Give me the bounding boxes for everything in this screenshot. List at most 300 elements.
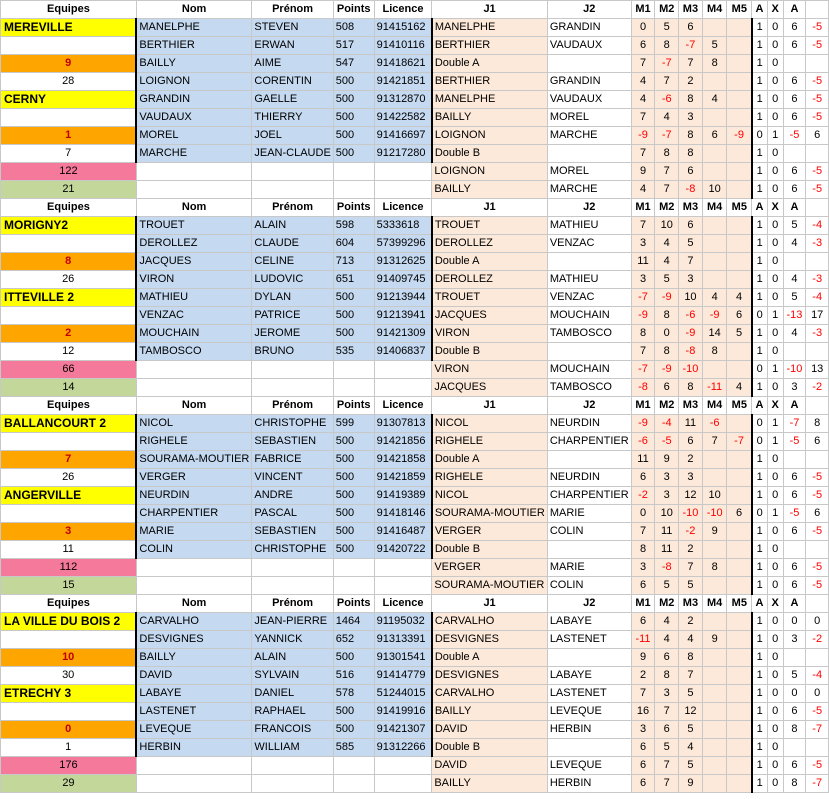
player-prenom[interactable]: SEBASTIEN: [252, 523, 333, 541]
match-x2[interactable]: [806, 451, 829, 469]
match-m3[interactable]: -6: [679, 307, 703, 325]
match-m1[interactable]: -7: [631, 289, 655, 307]
player-prenom[interactable]: FABRICE: [252, 451, 333, 469]
empty-cell[interactable]: [252, 361, 333, 379]
match-a1[interactable]: 1: [752, 181, 768, 199]
match-m1[interactable]: 4: [631, 73, 655, 91]
match-j2[interactable]: [547, 739, 631, 757]
player-points[interactable]: 1464: [333, 613, 374, 631]
match-a2[interactable]: [783, 145, 806, 163]
match-j1[interactable]: DESVIGNES: [432, 631, 548, 649]
match-m4[interactable]: 10: [702, 487, 727, 505]
match-j2[interactable]: MOREL: [547, 163, 631, 181]
match-m1[interactable]: 6: [631, 577, 655, 595]
match-j2[interactable]: TAMBOSCO: [547, 325, 631, 343]
match-m1[interactable]: 6: [631, 37, 655, 55]
match-x2[interactable]: -5: [806, 703, 829, 721]
match-x[interactable]: 1: [767, 127, 783, 145]
player-nom[interactable]: LABAYE: [136, 685, 252, 703]
match-m3[interactable]: 11: [679, 415, 703, 433]
player-points[interactable]: 500: [333, 541, 374, 559]
match-m4[interactable]: [702, 109, 727, 127]
player-nom[interactable]: BERTHIER: [136, 37, 252, 55]
player-nom[interactable]: MATHIEU: [136, 289, 252, 307]
match-j2[interactable]: MARCHE: [547, 181, 631, 199]
player-prenom[interactable]: BRUNO: [252, 343, 333, 361]
player-prenom[interactable]: YANNICK: [252, 631, 333, 649]
match-x[interactable]: 0: [767, 667, 783, 685]
team-away-name[interactable]: ANGERVILLE: [1, 487, 137, 505]
match-a2[interactable]: 6: [783, 523, 806, 541]
match-a2[interactable]: 3: [783, 379, 806, 397]
match-x2[interactable]: -3: [806, 235, 829, 253]
team-away-count[interactable]: 12: [1, 343, 137, 361]
match-m2[interactable]: -9: [655, 361, 679, 379]
player-nom[interactable]: CARVALHO: [136, 613, 252, 631]
match-x[interactable]: 1: [767, 505, 783, 523]
match-m1[interactable]: 7: [631, 523, 655, 541]
match-x[interactable]: 0: [767, 271, 783, 289]
empty-cell[interactable]: [374, 775, 432, 793]
match-m4[interactable]: [702, 757, 727, 775]
match-m2[interactable]: 7: [655, 163, 679, 181]
match-x2[interactable]: [806, 541, 829, 559]
match-j2[interactable]: HERBIN: [547, 775, 631, 793]
player-licence[interactable]: 91410116: [374, 37, 432, 55]
player-points[interactable]: 500: [333, 325, 374, 343]
match-a2[interactable]: [783, 55, 806, 73]
match-j1[interactable]: JACQUES: [432, 379, 548, 397]
player-prenom[interactable]: PASCAL: [252, 505, 333, 523]
player-nom[interactable]: MARCHE: [136, 145, 252, 163]
match-j2[interactable]: [547, 649, 631, 667]
match-j1[interactable]: LOIGNON: [432, 127, 548, 145]
match-a2[interactable]: 0: [783, 613, 806, 631]
match-x2[interactable]: -5: [806, 487, 829, 505]
match-a1[interactable]: 1: [752, 703, 768, 721]
match-j2[interactable]: CHARPENTIER: [547, 487, 631, 505]
match-m3[interactable]: 8: [679, 649, 703, 667]
team-home-name[interactable]: MEREVILLE: [1, 19, 137, 37]
player-prenom[interactable]: CHRISTOPHE: [252, 541, 333, 559]
empty-cell[interactable]: [252, 181, 333, 199]
empty-cell[interactable]: [1, 703, 137, 721]
player-points[interactable]: 713: [333, 253, 374, 271]
match-j2[interactable]: LASTENET: [547, 631, 631, 649]
player-licence[interactable]: 5333618: [374, 217, 432, 235]
match-m1[interactable]: -9: [631, 415, 655, 433]
player-points[interactable]: 500: [333, 487, 374, 505]
match-x[interactable]: 0: [767, 757, 783, 775]
match-j2[interactable]: MOREL: [547, 109, 631, 127]
match-m5[interactable]: [727, 487, 752, 505]
player-points[interactable]: 578: [333, 685, 374, 703]
match-m2[interactable]: -7: [655, 127, 679, 145]
player-nom[interactable]: LEVEQUE: [136, 721, 252, 739]
match-x2[interactable]: -5: [806, 73, 829, 91]
match-j2[interactable]: COLIN: [547, 523, 631, 541]
match-m1[interactable]: 7: [631, 685, 655, 703]
player-nom[interactable]: BAILLY: [136, 649, 252, 667]
player-licence[interactable]: 91312870: [374, 91, 432, 109]
match-j1[interactable]: BAILLY: [432, 109, 548, 127]
match-x2[interactable]: -5: [806, 523, 829, 541]
match-m5[interactable]: [727, 775, 752, 793]
match-m2[interactable]: 7: [655, 73, 679, 91]
match-x[interactable]: 0: [767, 163, 783, 181]
match-j1[interactable]: DEROLLEZ: [432, 271, 548, 289]
match-j1[interactable]: NICOL: [432, 415, 548, 433]
total-green[interactable]: 29: [1, 775, 137, 793]
player-points[interactable]: 547: [333, 55, 374, 73]
match-x2[interactable]: -5: [806, 757, 829, 775]
match-j1[interactable]: VERGER: [432, 523, 548, 541]
match-m5[interactable]: [727, 253, 752, 271]
match-m4[interactable]: [702, 145, 727, 163]
match-m2[interactable]: 8: [655, 667, 679, 685]
match-m5[interactable]: [727, 217, 752, 235]
player-prenom[interactable]: ALAIN: [252, 217, 333, 235]
match-j1[interactable]: VIRON: [432, 361, 548, 379]
match-x[interactable]: 0: [767, 181, 783, 199]
player-nom[interactable]: COLIN: [136, 541, 252, 559]
match-j1[interactable]: DEROLLEZ: [432, 235, 548, 253]
match-a1[interactable]: 1: [752, 37, 768, 55]
match-a2[interactable]: 8: [783, 721, 806, 739]
match-m5[interactable]: [727, 271, 752, 289]
match-x[interactable]: 0: [767, 469, 783, 487]
player-licence[interactable]: 91415162: [374, 19, 432, 37]
match-m4[interactable]: [702, 739, 727, 757]
team-away-score[interactable]: 1: [1, 127, 137, 145]
team-away-name[interactable]: ITTEVILLE 2: [1, 289, 137, 307]
match-m1[interactable]: 7: [631, 343, 655, 361]
match-x2[interactable]: 8: [806, 415, 829, 433]
empty-cell[interactable]: [374, 361, 432, 379]
match-j2[interactable]: [547, 55, 631, 73]
player-prenom[interactable]: ANDRE: [252, 487, 333, 505]
match-j1[interactable]: Double A: [432, 649, 548, 667]
match-j1[interactable]: Double B: [432, 145, 548, 163]
match-a2[interactable]: 6: [783, 757, 806, 775]
match-x2[interactable]: 0: [806, 685, 829, 703]
match-j2[interactable]: HERBIN: [547, 721, 631, 739]
player-points[interactable]: 599: [333, 415, 374, 433]
match-a2[interactable]: 6: [783, 577, 806, 595]
player-prenom[interactable]: WILLIAM: [252, 739, 333, 757]
empty-cell[interactable]: [374, 379, 432, 397]
match-a2[interactable]: 4: [783, 271, 806, 289]
match-j1[interactable]: DAVID: [432, 757, 548, 775]
match-m3[interactable]: 5: [679, 685, 703, 703]
match-x[interactable]: 0: [767, 109, 783, 127]
player-points[interactable]: 604: [333, 235, 374, 253]
player-licence[interactable]: 91421307: [374, 721, 432, 739]
empty-cell[interactable]: [136, 379, 252, 397]
player-prenom[interactable]: CORENTIN: [252, 73, 333, 91]
match-j1[interactable]: TROUET: [432, 217, 548, 235]
player-licence[interactable]: 51244015: [374, 685, 432, 703]
match-m4[interactable]: [702, 469, 727, 487]
match-j2[interactable]: VENZAC: [547, 289, 631, 307]
match-x[interactable]: 0: [767, 37, 783, 55]
match-m2[interactable]: 8: [655, 37, 679, 55]
empty-cell[interactable]: [136, 577, 252, 595]
match-j1[interactable]: BERTHIER: [432, 37, 548, 55]
total-pink[interactable]: 66: [1, 361, 137, 379]
match-j2[interactable]: VENZAC: [547, 235, 631, 253]
match-j2[interactable]: [547, 343, 631, 361]
player-nom[interactable]: NEURDIN: [136, 487, 252, 505]
match-a2[interactable]: [783, 343, 806, 361]
match-m3[interactable]: 4: [679, 631, 703, 649]
match-m3[interactable]: 6: [679, 217, 703, 235]
player-points[interactable]: 508: [333, 19, 374, 37]
player-prenom[interactable]: JEAN-CLAUDE: [252, 145, 333, 163]
match-m4[interactable]: [702, 577, 727, 595]
match-m5[interactable]: [727, 181, 752, 199]
match-m1[interactable]: 6: [631, 469, 655, 487]
player-prenom[interactable]: JEROME: [252, 325, 333, 343]
player-prenom[interactable]: ERWAN: [252, 37, 333, 55]
player-nom[interactable]: HERBIN: [136, 739, 252, 757]
match-m2[interactable]: 7: [655, 775, 679, 793]
match-m2[interactable]: 8: [655, 343, 679, 361]
match-m4[interactable]: 4: [702, 91, 727, 109]
match-m4[interactable]: [702, 685, 727, 703]
player-licence[interactable]: 91312266: [374, 739, 432, 757]
match-x[interactable]: 0: [767, 145, 783, 163]
match-m5[interactable]: [727, 163, 752, 181]
match-j1[interactable]: LOIGNON: [432, 163, 548, 181]
match-m5[interactable]: [727, 55, 752, 73]
team-away-name[interactable]: CERNY: [1, 91, 137, 109]
match-x2[interactable]: -5: [806, 19, 829, 37]
match-x[interactable]: 0: [767, 325, 783, 343]
player-prenom[interactable]: JEAN-PIERRE: [252, 613, 333, 631]
player-nom[interactable]: VAUDAUX: [136, 109, 252, 127]
match-j2[interactable]: GRANDIN: [547, 19, 631, 37]
match-x[interactable]: 0: [767, 613, 783, 631]
player-points[interactable]: 517: [333, 37, 374, 55]
match-x2[interactable]: [806, 253, 829, 271]
match-m3[interactable]: 9: [679, 775, 703, 793]
match-m4[interactable]: 6: [702, 127, 727, 145]
match-m2[interactable]: 4: [655, 631, 679, 649]
match-a1[interactable]: 1: [752, 541, 768, 559]
match-m1[interactable]: 2: [631, 667, 655, 685]
match-j2[interactable]: LABAYE: [547, 613, 631, 631]
match-x2[interactable]: 6: [806, 505, 829, 523]
player-nom[interactable]: GRANDIN: [136, 91, 252, 109]
match-a2[interactable]: 6: [783, 703, 806, 721]
team-away-count[interactable]: 1: [1, 739, 137, 757]
match-m5[interactable]: [727, 73, 752, 91]
match-x[interactable]: 0: [767, 739, 783, 757]
match-m4[interactable]: [702, 271, 727, 289]
player-licence[interactable]: 91213944: [374, 289, 432, 307]
match-x[interactable]: 0: [767, 217, 783, 235]
match-a2[interactable]: 3: [783, 631, 806, 649]
match-a2[interactable]: 5: [783, 289, 806, 307]
team-home-count[interactable]: 26: [1, 271, 137, 289]
team-away-name[interactable]: ETRECHY 3: [1, 685, 137, 703]
match-a1[interactable]: 1: [752, 757, 768, 775]
match-m4[interactable]: 8: [702, 55, 727, 73]
match-m1[interactable]: 3: [631, 721, 655, 739]
match-m5[interactable]: [727, 109, 752, 127]
player-nom[interactable]: DESVIGNES: [136, 631, 252, 649]
match-j1[interactable]: TROUET: [432, 289, 548, 307]
match-a1[interactable]: 1: [752, 451, 768, 469]
match-a1[interactable]: 0: [752, 361, 768, 379]
player-licence[interactable]: 91418621: [374, 55, 432, 73]
player-licence[interactable]: 91213941: [374, 307, 432, 325]
match-m4[interactable]: 7: [702, 433, 727, 451]
match-m2[interactable]: 8: [655, 307, 679, 325]
match-m2[interactable]: 5: [655, 577, 679, 595]
match-a1[interactable]: 1: [752, 775, 768, 793]
player-points[interactable]: 500: [333, 649, 374, 667]
player-points[interactable]: 500: [333, 703, 374, 721]
match-x[interactable]: 0: [767, 379, 783, 397]
match-m3[interactable]: 2: [679, 541, 703, 559]
match-x[interactable]: 0: [767, 649, 783, 667]
player-prenom[interactable]: STEVEN: [252, 19, 333, 37]
match-a2[interactable]: 4: [783, 325, 806, 343]
total-pink[interactable]: 176: [1, 757, 137, 775]
match-j2[interactable]: [547, 253, 631, 271]
match-m1[interactable]: -6: [631, 433, 655, 451]
match-a1[interactable]: 1: [752, 145, 768, 163]
match-a2[interactable]: -5: [783, 127, 806, 145]
match-m2[interactable]: 5: [655, 271, 679, 289]
match-m3[interactable]: 6: [679, 163, 703, 181]
match-m4[interactable]: 8: [702, 343, 727, 361]
match-a1[interactable]: 1: [752, 379, 768, 397]
match-m5[interactable]: 6: [727, 307, 752, 325]
empty-cell[interactable]: [136, 181, 252, 199]
match-a1[interactable]: 0: [752, 415, 768, 433]
player-nom[interactable]: BAILLY: [136, 55, 252, 73]
match-m1[interactable]: 3: [631, 559, 655, 577]
player-points[interactable]: 500: [333, 109, 374, 127]
match-a1[interactable]: 1: [752, 523, 768, 541]
empty-cell[interactable]: [374, 163, 432, 181]
match-j2[interactable]: COLIN: [547, 577, 631, 595]
player-prenom[interactable]: VINCENT: [252, 469, 333, 487]
match-x[interactable]: 0: [767, 631, 783, 649]
match-m2[interactable]: 3: [655, 685, 679, 703]
match-m4[interactable]: [702, 73, 727, 91]
match-x2[interactable]: [806, 145, 829, 163]
match-a2[interactable]: -10: [783, 361, 806, 379]
match-m5[interactable]: [727, 235, 752, 253]
match-x[interactable]: 1: [767, 415, 783, 433]
match-x[interactable]: 0: [767, 487, 783, 505]
player-licence[interactable]: 91195032: [374, 613, 432, 631]
match-m2[interactable]: 4: [655, 613, 679, 631]
match-m1[interactable]: 0: [631, 19, 655, 37]
player-prenom[interactable]: LUDOVIC: [252, 271, 333, 289]
player-points[interactable]: 535: [333, 343, 374, 361]
match-m3[interactable]: 2: [679, 613, 703, 631]
match-a1[interactable]: 1: [752, 577, 768, 595]
match-m2[interactable]: 6: [655, 379, 679, 397]
match-j2[interactable]: MATHIEU: [547, 271, 631, 289]
match-j2[interactable]: MARIE: [547, 559, 631, 577]
match-x2[interactable]: [806, 55, 829, 73]
match-m2[interactable]: -7: [655, 55, 679, 73]
match-m4[interactable]: [702, 217, 727, 235]
match-x[interactable]: 0: [767, 703, 783, 721]
match-a1[interactable]: 1: [752, 739, 768, 757]
match-a2[interactable]: 0: [783, 685, 806, 703]
match-x2[interactable]: -5: [806, 109, 829, 127]
match-a1[interactable]: 1: [752, 19, 768, 37]
player-points[interactable]: 598: [333, 217, 374, 235]
team-away-score[interactable]: 0: [1, 721, 137, 739]
player-nom[interactable]: LASTENET: [136, 703, 252, 721]
match-x2[interactable]: -4: [806, 217, 829, 235]
match-j2[interactable]: CHARPENTIER: [547, 433, 631, 451]
match-m4[interactable]: -11: [702, 379, 727, 397]
match-a1[interactable]: 1: [752, 649, 768, 667]
match-m5[interactable]: [727, 631, 752, 649]
match-x2[interactable]: -3: [806, 325, 829, 343]
match-m3[interactable]: 8: [679, 145, 703, 163]
match-m4[interactable]: [702, 253, 727, 271]
match-j1[interactable]: VIRON: [432, 325, 548, 343]
match-x[interactable]: 0: [767, 19, 783, 37]
match-m3[interactable]: 6: [679, 433, 703, 451]
match-m3[interactable]: 2: [679, 73, 703, 91]
player-licence[interactable]: 91421859: [374, 469, 432, 487]
match-m1[interactable]: -7: [631, 361, 655, 379]
player-prenom[interactable]: AIME: [252, 55, 333, 73]
match-m3[interactable]: 12: [679, 487, 703, 505]
match-x[interactable]: 0: [767, 73, 783, 91]
empty-cell[interactable]: [333, 757, 374, 775]
match-m5[interactable]: [727, 37, 752, 55]
match-m4[interactable]: [702, 775, 727, 793]
player-prenom[interactable]: FRANCOIS: [252, 721, 333, 739]
match-m1[interactable]: 8: [631, 325, 655, 343]
match-j2[interactable]: [547, 541, 631, 559]
match-m4[interactable]: 5: [702, 37, 727, 55]
match-m2[interactable]: 11: [655, 541, 679, 559]
match-m4[interactable]: [702, 667, 727, 685]
match-m5[interactable]: 5: [727, 325, 752, 343]
match-m4[interactable]: 9: [702, 523, 727, 541]
team-home-count[interactable]: 30: [1, 667, 137, 685]
match-m2[interactable]: 7: [655, 757, 679, 775]
match-m3[interactable]: 12: [679, 703, 703, 721]
match-m1[interactable]: 11: [631, 253, 655, 271]
player-prenom[interactable]: CELINE: [252, 253, 333, 271]
match-m2[interactable]: 9: [655, 451, 679, 469]
empty-cell[interactable]: [333, 361, 374, 379]
match-j2[interactable]: [547, 451, 631, 469]
match-m1[interactable]: 6: [631, 613, 655, 631]
player-nom[interactable]: NICOL: [136, 415, 252, 433]
match-m2[interactable]: -9: [655, 289, 679, 307]
match-j2[interactable]: LABAYE: [547, 667, 631, 685]
empty-cell[interactable]: [1, 433, 137, 451]
match-m4[interactable]: [702, 703, 727, 721]
match-m5[interactable]: [727, 19, 752, 37]
match-m3[interactable]: 5: [679, 577, 703, 595]
